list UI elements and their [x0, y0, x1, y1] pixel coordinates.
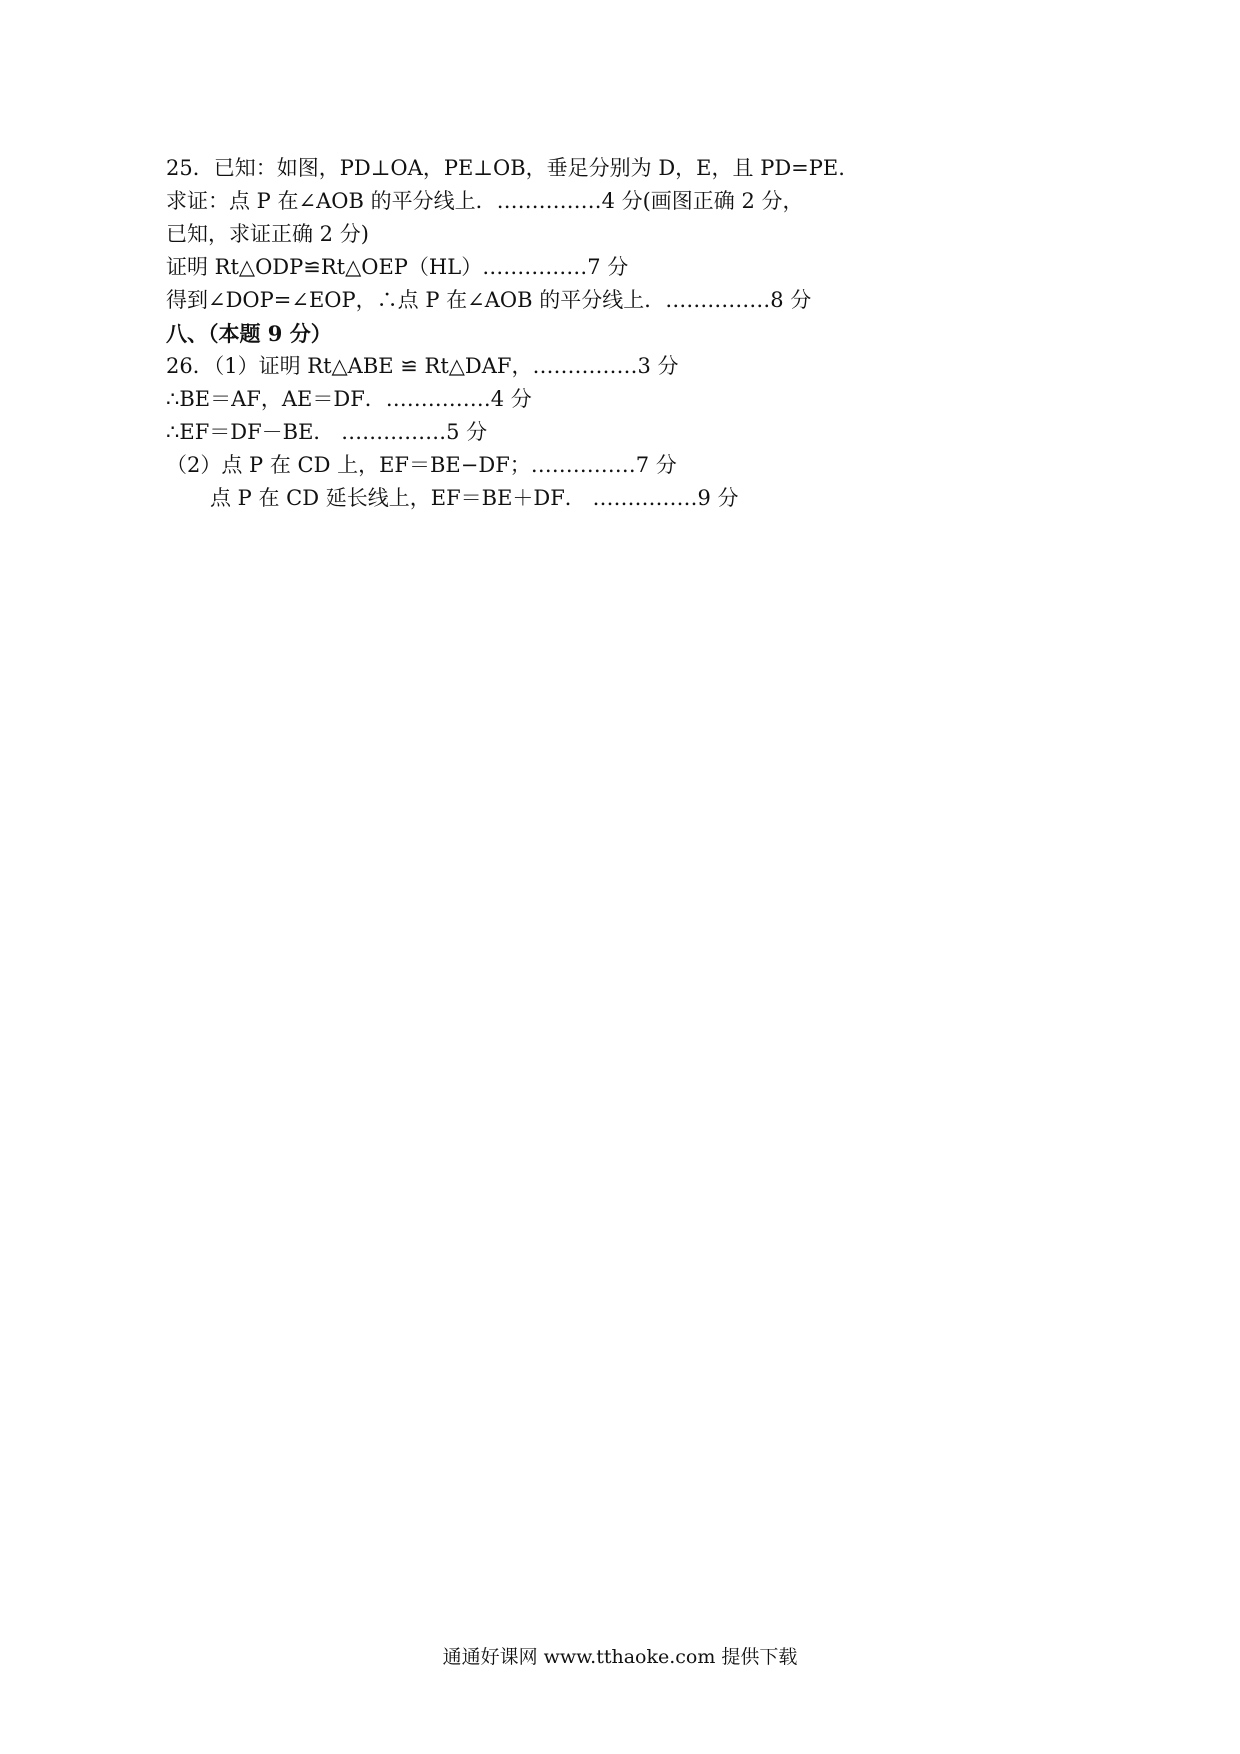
answer-line-26-part1: 26．（1）证明 Rt△ABE ≌ Rt△DAF，……………3 分 — [166, 354, 679, 378]
answer-line-25-given: 25．已知：如图，PD⊥OA，PE⊥OB，垂足分别为 D，E，且 PD=PE. — [166, 156, 845, 180]
answer-line-25-note: 已知，求证正确 2 分) — [166, 222, 369, 246]
answer-line-26-step-5: ∴EF＝DF－BE． ……………5 分 — [166, 420, 488, 444]
section-heading-8: 八、（本题 9 分） — [166, 321, 332, 346]
page-footer: 通通好课网 www.tthaoke.com 提供下载 — [442, 1646, 798, 1668]
answer-line-26-part2-b: 点 P 在 CD 延长线上，EF＝BE＋DF． ……………9 分 — [210, 486, 739, 510]
answer-line-25-proof: 证明 Rt△ODP≌Rt△OEP（HL）……………7 分 — [166, 255, 629, 279]
answer-line-25-conclusion: 得到∠DOP=∠EOP，∴点 P 在∠AOB 的平分线上．……………8 分 — [166, 288, 812, 312]
answer-line-26-step-4: ∴BE＝AF，AE＝DF．……………4 分 — [166, 387, 532, 411]
answer-line-25-prove: 求证：点 P 在∠AOB 的平分线上．……………4 分(画图正确 2 分， — [166, 189, 804, 213]
answer-line-26-part2-a: （2）点 P 在 CD 上，EF＝BE−DF；……………7 分 — [166, 453, 677, 477]
